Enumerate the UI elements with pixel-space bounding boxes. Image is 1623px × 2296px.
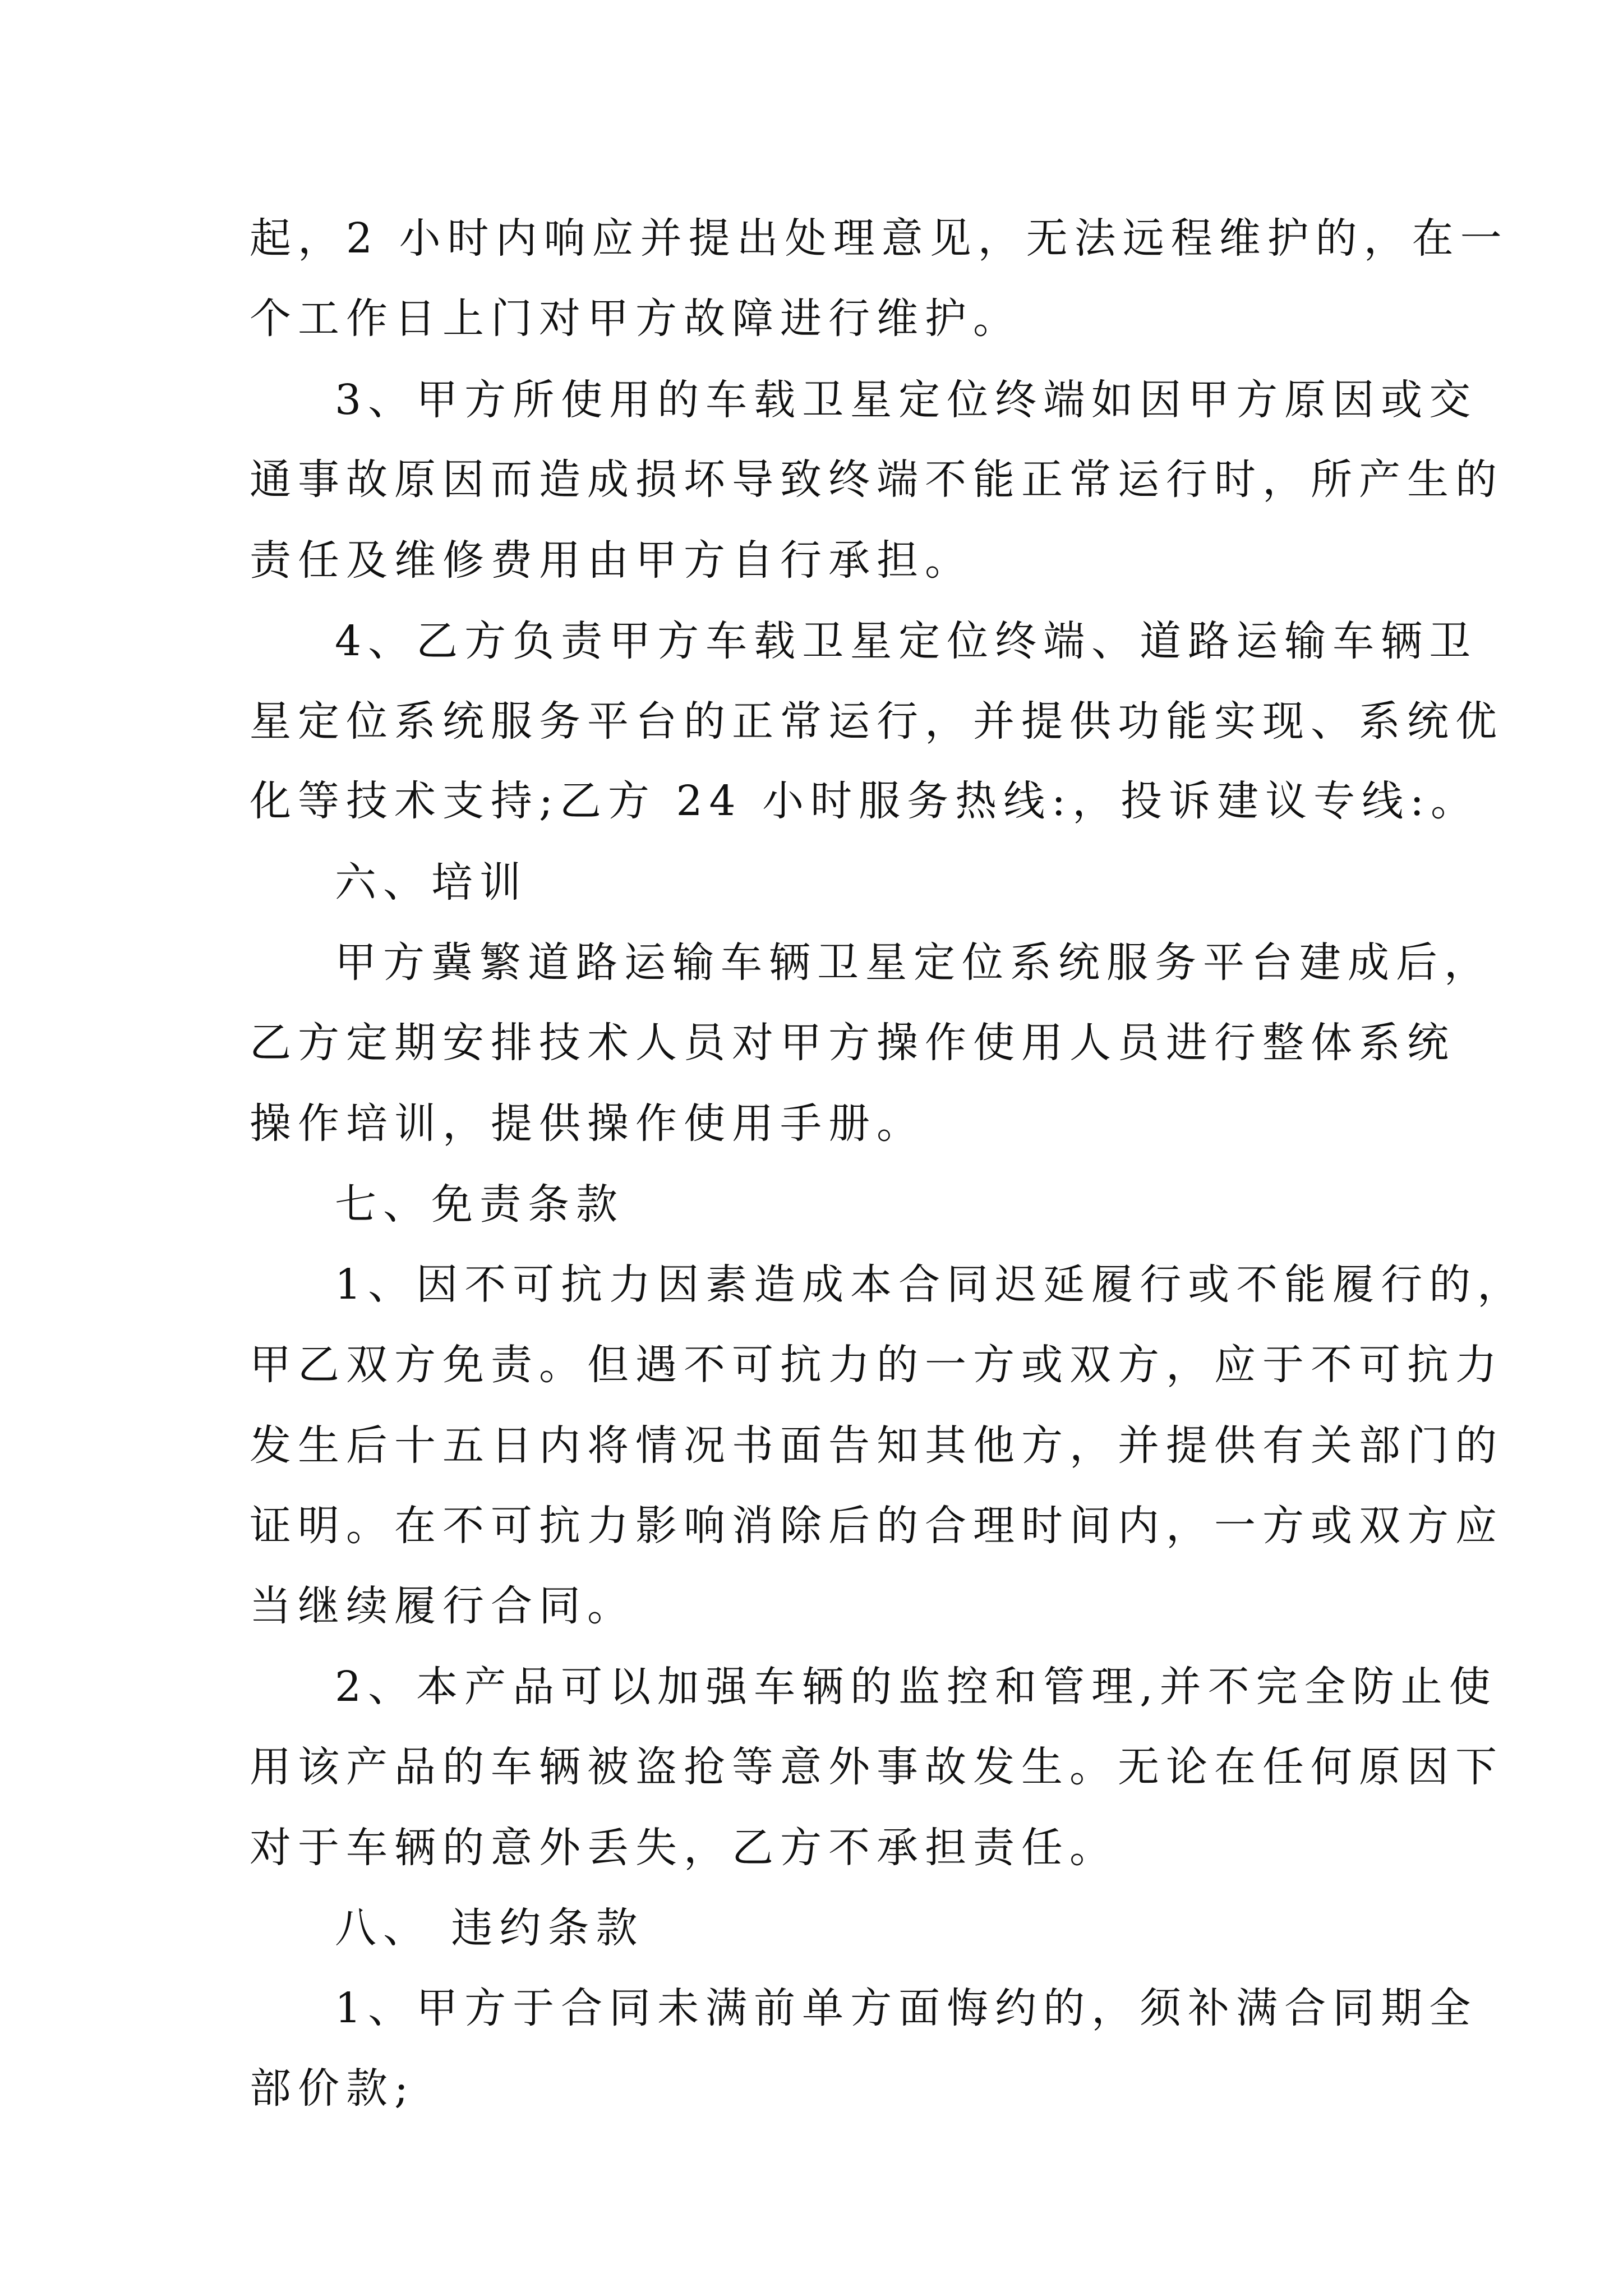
text-line: 责任及维修费用由甲方自行承担。 (250, 536, 973, 585)
text-line: 用该产品的车辆被盗抢等意外事故发生。无论在任何原因下 (250, 1743, 1504, 1791)
text-line: 4、乙方负责甲方车载卫星定位终端、道路运输车辆卫 (335, 617, 1478, 665)
text-line: 证明。在不可抗力影响消除后的合理时间内，一方或双方应 (250, 1502, 1504, 1550)
text-line: 发生后十五日内将情况书面告知其他方，并提供有关部门的 (250, 1421, 1504, 1470)
text-line: 当继续履行合同。 (250, 1582, 635, 1630)
text-line: 甲方冀繁道路运输车辆卫星定位系统服务平台建成后， (335, 938, 1492, 987)
section-heading: 六、培训 (335, 858, 528, 907)
text-line: 2、本产品可以加强车辆的监控和管理,并不完全防止使 (335, 1663, 1497, 1711)
text-line: 对于车辆的意外丢失，乙方不承担责任。 (250, 1824, 1118, 1872)
text-line: 个工作日上门对甲方故障进行维护。 (250, 295, 1021, 343)
section-heading: 八、 违约条款 (335, 1904, 644, 1952)
text-line: 通事故原因而造成损坏导致终端不能正常运行时，所产生的 (250, 455, 1504, 504)
text-line: 部价款; (250, 2064, 415, 2113)
section-heading: 七、免责条款 (335, 1180, 624, 1228)
text-line: 甲乙双方免责。但遇不可抗力的一方或双方，应于不可抗力 (250, 1341, 1504, 1389)
text-line: 起，2 小时内响应并提出处理意见，无法远程维护的，在一 (250, 214, 1509, 263)
text-line: 乙方定期安排技术人员对甲方操作使用人员进行整体系统 (250, 1019, 1455, 1067)
text-line: 1、甲方于合同未满前单方面悔约的，须补满合同期全 (335, 1984, 1478, 2032)
text-line: 操作培训，提供操作使用手册。 (250, 1099, 925, 1148)
text-line: 1、因不可抗力因素造成本合同迟延履行或不能履行的， (335, 1260, 1526, 1309)
text-line: 3、甲方所使用的车载卫星定位终端如因甲方原因或交 (335, 376, 1478, 424)
text-line: 化等技术支持;乙方 24 小时服务热线:，投诉建议专线:。 (250, 777, 1479, 825)
text-line: 星定位系统服务平台的正常运行，并提供功能实现、系统优 (250, 697, 1504, 746)
